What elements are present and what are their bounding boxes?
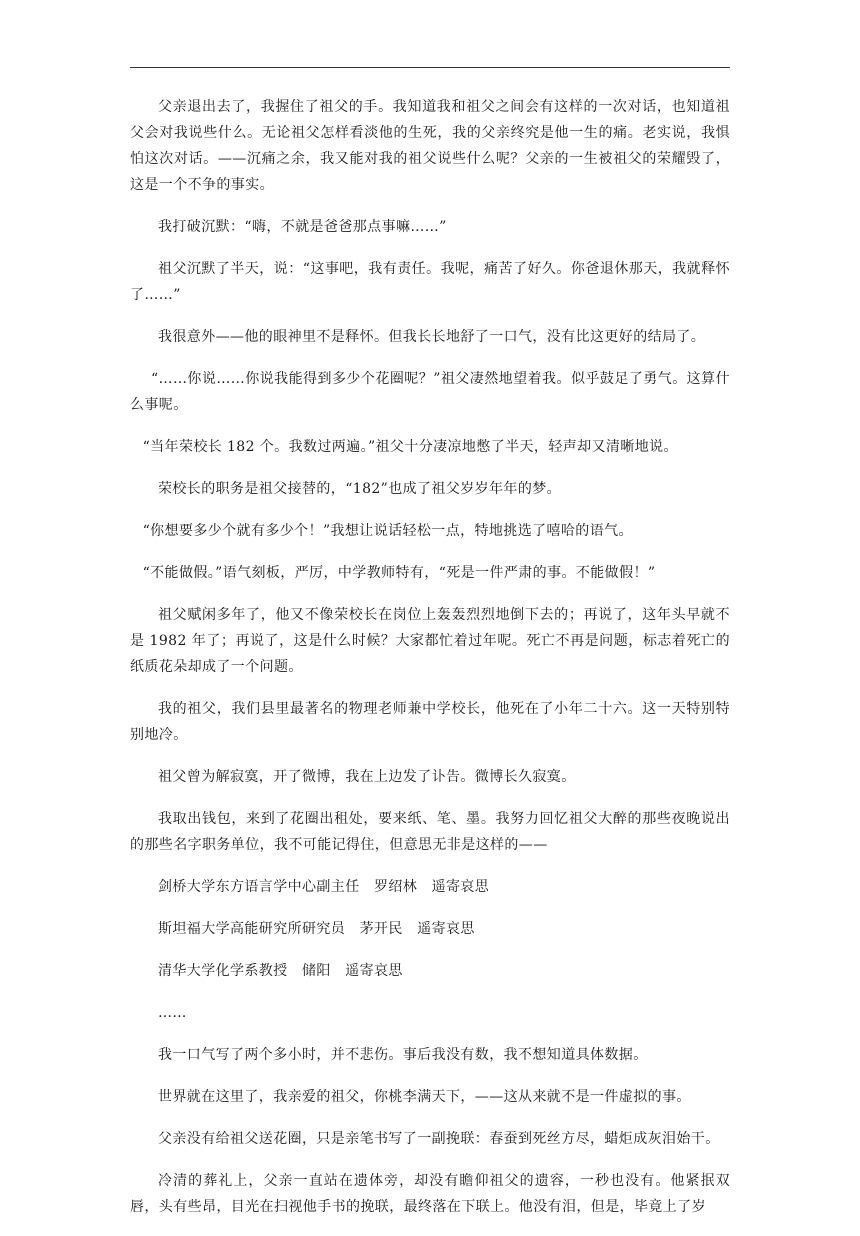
- paragraph: 父亲退出去了，我握住了祖父的手。我知道我和祖父之间会有这样的一次对话，也知道祖父会对我说些什么。无论祖父怎样看淡他的生死，我的父亲终究是他一生的痛。老实说，我惧怕这次对话。——沉痛之余，我又能对我的祖父说些什么呢？父亲的一生被祖父的荣耀毁了，这是一个不争的事实。: [130, 99, 730, 193]
- paragraph: 祖父赋闲多年了，他又不像荣校长在岗位上轰轰烈烈地倒下去的；再说了，这年头早就不是 1982 年了；再说了，这是什么时候？大家都忙着过年呢。死亡不再是问题，标志着死亡的纸质花朵却成了一个问题。: [130, 607, 730, 675]
- paragraph: 清华大学化学系教授 储阳 遥寄哀思: [158, 963, 403, 979]
- header-rule: [130, 67, 730, 68]
- paragraph: 我的祖父，我们县里最著名的物理老师兼中学校长，他死在了小年二十六。这一天特别特别地冷。: [130, 701, 730, 743]
- paragraph: 冷清的葬礼上，父亲一直站在遗体旁，却没有瞻仰祖父的遗容，一秒也没有。他紧抿双唇，头有些昂，目光在扫视他手书的挽联，最终落在下联上。他没有泪，但是，毕竟上了岁: [130, 1173, 730, 1215]
- paragraph: ……: [158, 1005, 187, 1021]
- paragraph: 我一口气写了两个多小时，并不悲伤。事后我没有数，我不想知道具体数据。: [158, 1047, 648, 1063]
- paragraph: 剑桥大学东方语言学中心副主任 罗绍林 遥寄哀思: [158, 879, 490, 895]
- paragraph: 祖父沉默了半天，说：“这事吧，我有责任。我呢，痛苦了好久。你爸退休那天，我就释怀了……”: [130, 261, 730, 303]
- paragraph: 斯坦福大学高能研究所研究员 茅开民 遥寄哀思: [158, 921, 475, 937]
- paragraph: “当年荣校长 182 个。我数过两遍。”祖父十分凄凉地憋了半天，轻声却又清晰地说。: [142, 439, 678, 455]
- paragraph: “你想要多少个就有多少个！”我想让说话轻松一点，特地挑选了嘻哈的语气。: [142, 523, 633, 539]
- paragraph: 我取出钱包，来到了花圈出租处，要来纸、笔、墨。我努力回忆祖父大醉的那些夜晚说出的那些名字职务单位，我不可能记得住，但意思无非是这样的——: [130, 811, 730, 853]
- paragraph: 世界就在这里了，我亲爱的祖父，你桃李满天下，——这从来就不是一件虚拟的事。: [158, 1089, 691, 1105]
- paragraph: “……你说……你说我能得到多少个花圈呢？”祖父凄然地望着我。似乎鼓足了勇气。这算什么事呢。: [130, 371, 730, 413]
- paragraph: 我打破沉默：“嗨，不就是爸爸那点事嘛……”: [158, 219, 447, 235]
- paragraph: 父亲没有给祖父送花圈，只是亲笔书写了一副挽联：春蚕到死丝方尽，蜡炬成灰泪始干。: [158, 1131, 720, 1147]
- paragraph: 我很意外——他的眼神里不是释怀。但我长长地舒了一口气，没有比这更好的结局了。: [158, 329, 706, 345]
- document-body: [130, 94, 730, 1236]
- paragraph: “不能做假。”语气刻板，严厉，中学教师特有，“死是一件严肃的事。不能做假！”: [142, 565, 656, 581]
- paragraph: 荣校长的职务是祖父接替的，“182”也成了祖父岁岁年年的梦。: [158, 481, 562, 497]
- paragraph: 祖父曾为解寂寞，开了微博，我在上边发了讣告。微博长久寂寞。: [158, 769, 576, 785]
